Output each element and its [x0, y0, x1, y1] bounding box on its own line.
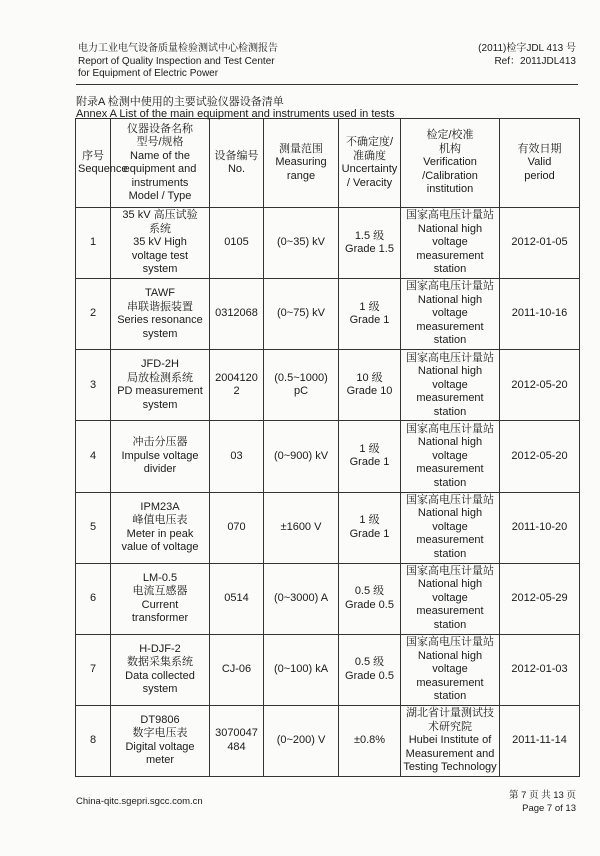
range-cell: (0~3000) A	[264, 563, 339, 634]
number-cell	[210, 350, 264, 421]
number-cell	[210, 492, 264, 563]
uncertainty-cell	[339, 350, 401, 421]
cell-line: 术研究院	[428, 720, 472, 733]
cell-line: 仪器设备名称	[127, 122, 193, 135]
cell-line: IPM23A	[140, 500, 180, 513]
range-cell: (0~900) kV	[264, 421, 339, 492]
number-cell	[210, 634, 264, 705]
cell-line: National high	[417, 222, 483, 235]
cell-line: 0105	[224, 236, 249, 249]
table-row	[76, 279, 580, 350]
cell-line: Grade 1	[349, 314, 390, 327]
cell-line: 03	[230, 449, 243, 462]
cell-line: 局放检测系统	[127, 371, 193, 384]
cell-line: /Calibration	[422, 169, 478, 182]
cell-line: 国家高电压计量站	[406, 209, 494, 222]
cell-line: National high	[417, 649, 483, 662]
cell-line: Hubei Institute of	[408, 734, 492, 747]
cell-line: Grade 1	[349, 456, 390, 469]
uncertainty-cell	[339, 208, 401, 279]
valid-cell: 2011-10-16	[500, 279, 580, 350]
uncertainty-cell	[339, 563, 401, 634]
valid-cell: 2011-10-20	[500, 492, 580, 563]
name-cell	[111, 563, 210, 634]
cell-line: PD measurement	[117, 385, 203, 398]
cell-line: measurement	[416, 534, 484, 547]
cell-line: institution	[426, 183, 474, 196]
equipment-table	[75, 118, 580, 777]
cell-line: system	[142, 683, 178, 696]
institution-cell	[401, 421, 500, 492]
seq-cell: 3	[76, 350, 111, 421]
cell-line: Current	[141, 598, 179, 611]
cell-line: Uncertainty	[341, 163, 398, 175]
cell-line: 峰值电压表	[132, 514, 188, 527]
cell-line: Grade 1	[349, 527, 390, 540]
uncertainty-cell	[339, 634, 401, 705]
cell-line: 国家高电压计量站	[406, 493, 494, 506]
footer-page	[436, 790, 576, 815]
cell-line: 0312068	[215, 307, 258, 320]
cell-line: CJ-06	[221, 663, 252, 676]
number-cell	[210, 563, 264, 634]
cell-line: system	[142, 263, 178, 276]
cell-line: 1 级	[359, 442, 380, 455]
cell-line: Verification	[423, 156, 477, 169]
cell-line: period	[524, 169, 555, 182]
cell-line: 国家高电压计量站	[406, 422, 494, 435]
cell-line: transformer	[131, 612, 189, 625]
cell-line: 1 级	[359, 514, 380, 527]
annex-title	[76, 96, 395, 120]
table-row	[76, 634, 580, 705]
cell-line: voltage	[432, 236, 468, 249]
cell-line: National high	[417, 578, 483, 591]
table-row	[76, 492, 580, 563]
cell-line: measurement	[416, 605, 484, 618]
cell-line: DT9806	[140, 713, 180, 726]
cell-line: 串联谐振装置	[127, 300, 193, 313]
cell-line: 电流互感器	[132, 585, 188, 598]
cell-line: 0.5 级	[354, 585, 385, 598]
cell-line: 国家高电压计量站	[406, 351, 494, 364]
header-uncertainty	[339, 119, 401, 208]
cell-line: National high	[417, 365, 483, 378]
cell-line: Sequence	[78, 163, 128, 175]
cell-line: 1 级	[359, 300, 380, 313]
cell-line: voltage	[432, 449, 468, 462]
cell-line: station	[433, 334, 467, 347]
cell-line: 湖北省计量测试技	[406, 707, 494, 720]
cell-line: 检定/校准	[426, 129, 474, 142]
name-cell	[111, 492, 210, 563]
valid-cell: 2012-05-20	[500, 350, 580, 421]
range-cell: (0~100) kA	[264, 634, 339, 705]
name-cell	[111, 279, 210, 350]
seq-cell: 5	[76, 492, 111, 563]
header-range	[264, 119, 339, 208]
name-cell	[111, 421, 210, 492]
cell-line: 序号	[82, 149, 104, 162]
cell-line: instruments	[131, 176, 189, 189]
range-cell: (0~35) kV	[264, 208, 339, 279]
cell-line: 国家高电压计量站	[406, 636, 494, 649]
table-row	[76, 350, 580, 421]
institution-cell	[401, 634, 500, 705]
cell-line: Impulse voltage	[121, 449, 199, 462]
cell-line: voltage	[432, 520, 468, 533]
cell-line: H-DJF-2	[139, 642, 181, 655]
seq-cell: 6	[76, 563, 111, 634]
cell-line: station	[433, 547, 467, 560]
report-number: (2011)检字JDL 413 号	[478, 43, 576, 54]
cell-line: 不确定度/	[345, 136, 394, 148]
cell-line: Grade 1.5	[345, 243, 394, 256]
cell-line: 有效日期	[517, 142, 562, 155]
cell-line: 国家高电压计量站	[406, 564, 494, 577]
table-row	[76, 208, 580, 279]
cell-line: National high	[417, 507, 483, 520]
header-number	[210, 119, 264, 208]
report-title-en-1: Report of Quality Inspection and Test Center	[78, 55, 275, 67]
table-row	[76, 563, 580, 634]
cell-line: / Veracity	[346, 176, 393, 189]
range-cell: ±1600 V	[264, 492, 339, 563]
institution-cell	[401, 705, 500, 776]
cell-line: 型号/规格	[136, 136, 184, 148]
valid-cell: 2012-01-03	[500, 634, 580, 705]
cell-line: Measuring	[275, 156, 327, 169]
cell-line: 机构	[439, 142, 461, 155]
uncertainty-cell	[339, 705, 401, 776]
cell-line: 484	[227, 740, 246, 753]
cell-line: 国家高电压计量站	[406, 280, 494, 293]
cell-line: station	[433, 618, 467, 631]
name-cell	[111, 208, 210, 279]
cell-line: 数据采集系统	[127, 656, 193, 669]
cell-line: voltage test	[131, 249, 189, 262]
cell-line: voltage	[432, 378, 468, 391]
cell-line: 1.5 级	[354, 229, 385, 242]
cell-line: value of voltage	[121, 541, 199, 554]
uncertainty-cell	[339, 492, 401, 563]
cell-line: Grade 0.5	[345, 598, 394, 611]
cell-line: 准确度	[353, 149, 386, 162]
cell-line: 3070047	[215, 727, 258, 740]
table-header-row	[76, 119, 580, 208]
range-cell: (0.5~1000) pC	[264, 350, 339, 421]
institution-cell	[401, 279, 500, 350]
valid-cell: 2011-11-14	[500, 705, 580, 776]
name-cell	[111, 350, 210, 421]
cell-line: divider	[143, 463, 177, 476]
seq-cell: 8	[76, 705, 111, 776]
report-title-cn: 电力工业电气设备质量检验测试中心检测报告	[78, 43, 278, 54]
annex-title-en: Annex A List of the main equipment and instruments used in tests	[76, 108, 395, 120]
cell-line: Grade 0.5	[345, 669, 394, 682]
cell-line: Digital voltage	[125, 740, 195, 753]
cell-line: measurement	[416, 249, 484, 262]
cell-line: 070	[227, 520, 246, 533]
cell-line: TAWF	[145, 287, 175, 300]
cell-line: National high	[417, 436, 483, 449]
range-cell: (0~200) V	[264, 705, 339, 776]
cell-line: measurement	[416, 392, 484, 405]
cell-line: Testing Technology	[403, 761, 497, 774]
number-cell	[210, 279, 264, 350]
number-cell	[210, 705, 264, 776]
seq-cell: 1	[76, 208, 111, 279]
cell-line: Measurement and	[405, 747, 495, 760]
cell-line: Name of the	[130, 149, 190, 162]
cell-line: range	[286, 169, 316, 182]
cell-line: Grade 10	[346, 385, 393, 398]
cell-line: station	[433, 405, 467, 418]
cell-line: voltage	[432, 663, 468, 676]
cell-line: 2	[233, 385, 240, 398]
cell-line: 冲击分压器	[132, 436, 188, 449]
cell-line: equipment and	[123, 163, 197, 175]
cell-line: measurement	[416, 676, 484, 689]
institution-cell	[401, 208, 500, 279]
report-header-left	[78, 43, 278, 81]
cell-line: 测量范围	[279, 142, 323, 155]
cell-line: ±0.8%	[353, 734, 386, 747]
cell-line: 系统	[149, 222, 171, 235]
header-sequence	[76, 119, 128, 208]
uncertainty-cell	[339, 279, 401, 350]
cell-line: station	[433, 476, 467, 489]
cell-line: National high	[417, 293, 483, 306]
uncertainty-cell	[339, 421, 401, 492]
cell-line: 35 kV 高压试验	[122, 209, 198, 222]
header-valid-period	[500, 119, 580, 208]
name-cell	[111, 705, 210, 776]
cell-line: system	[142, 327, 178, 340]
institution-cell	[401, 350, 500, 421]
footer-url: China-qitc.sgepri.sgcc.com.cn	[76, 796, 203, 807]
cell-line: Series resonance	[117, 314, 203, 327]
valid-cell: 2012-01-05	[500, 208, 580, 279]
cell-line: system	[142, 398, 178, 411]
header-name	[111, 119, 210, 208]
cell-line: meter	[145, 754, 175, 767]
cell-line: Data collected	[125, 669, 195, 682]
cell-line: station	[433, 263, 467, 276]
cell-line: Valid	[527, 156, 552, 169]
cell-line: measurement	[416, 320, 484, 333]
number-cell	[210, 208, 264, 279]
cell-line: Meter in peak	[126, 527, 194, 540]
report-title-en-2: for Equipment of Electric Power	[78, 68, 219, 79]
report-header-right	[436, 43, 576, 68]
cell-line: 35 kV High	[133, 236, 187, 249]
valid-cell: 2012-05-29	[500, 563, 580, 634]
table-row	[76, 705, 580, 776]
cell-line: JFD-2H	[141, 358, 179, 371]
annex-title-cn: 附录A 检测中使用的主要试验仪器设备清单	[76, 96, 284, 108]
cell-line: 10 级	[356, 371, 383, 384]
footer-page-cn: 第 7 页 共 13 页	[508, 790, 576, 801]
cell-line: 0.5 级	[354, 656, 385, 669]
cell-line: 设备编号	[214, 149, 259, 162]
institution-cell	[401, 563, 500, 634]
footer-page-en: Page 7 of 13	[522, 802, 576, 814]
cell-line: voltage	[432, 591, 468, 604]
seq-cell: 2	[76, 279, 111, 350]
header-institution	[401, 119, 500, 208]
cell-line: 数字电压表	[132, 727, 188, 740]
name-cell	[111, 634, 210, 705]
number-cell	[210, 421, 264, 492]
report-ref: Ref：2011JDL413	[494, 55, 576, 67]
range-cell: (0~75) kV	[264, 279, 339, 350]
cell-line: No.	[227, 163, 246, 175]
cell-line: Model / Type	[128, 190, 192, 202]
seq-cell: 4	[76, 421, 111, 492]
seq-cell: 7	[76, 634, 111, 705]
cell-line: measurement	[416, 463, 484, 476]
cell-line: LM-0.5	[142, 571, 178, 584]
cell-line: voltage	[432, 307, 468, 320]
table-row	[76, 421, 580, 492]
cell-line: station	[433, 690, 467, 703]
institution-cell	[401, 492, 500, 563]
cell-line: 0514	[224, 591, 249, 604]
valid-cell: 2012-05-20	[500, 421, 580, 492]
header-divider	[76, 84, 578, 85]
cell-line: 2004120	[215, 371, 258, 384]
